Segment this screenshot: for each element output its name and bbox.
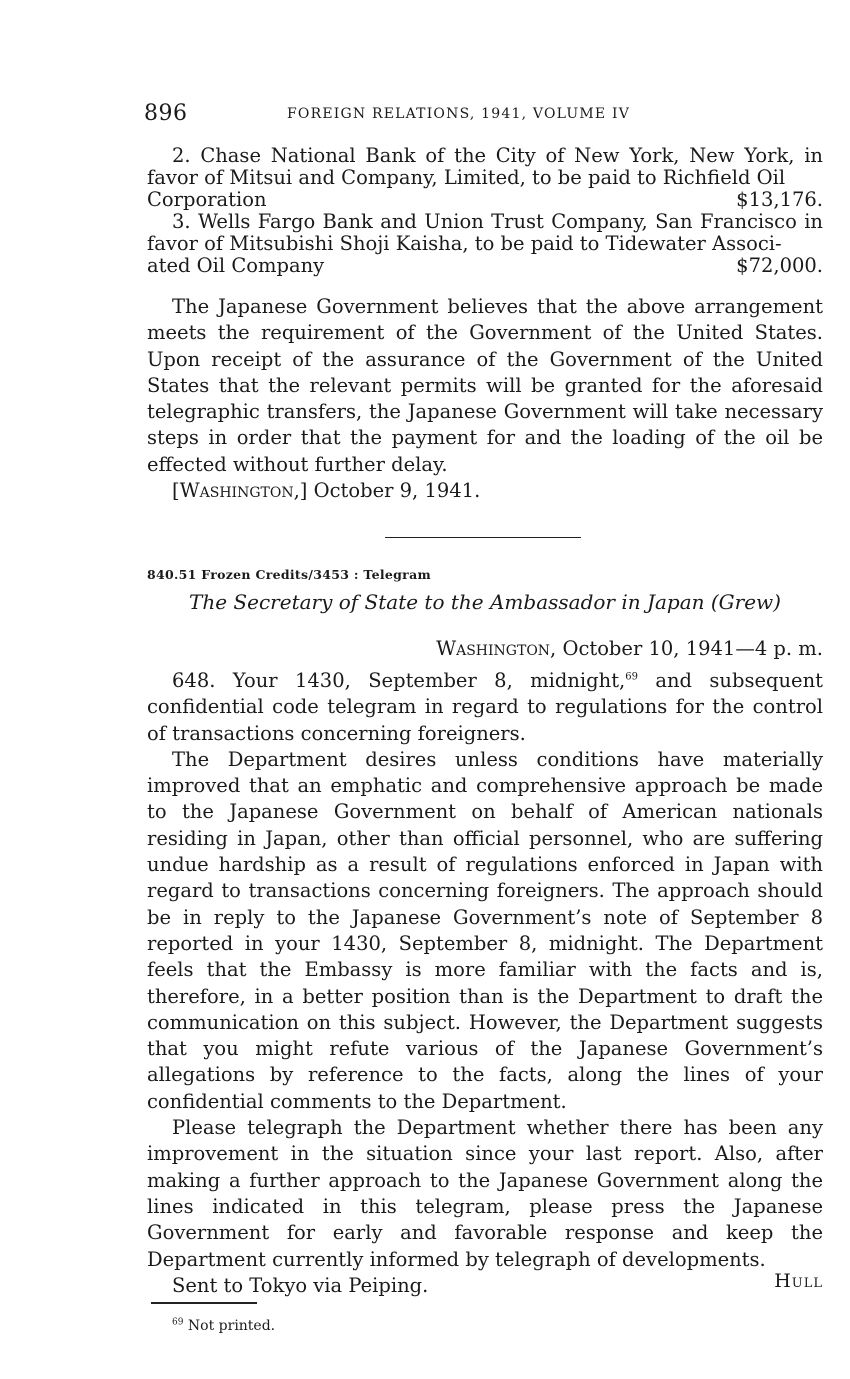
file-reference: 840.51 Frozen Credits/3453 : Telegram bbox=[147, 567, 431, 582]
footnote-number: 69 bbox=[172, 1317, 184, 1328]
list-item-text: 3. Wells Fargo Bank and Union Trust Company, San Francisco in favor of Mitsubishi Shoji Kaisha, to be paid to Tidewater Associ- bbox=[147, 210, 823, 255]
telegram-dateline-time: October 10, 1941—4 p. m. bbox=[562, 637, 823, 660]
list-item bbox=[147, 145, 823, 211]
note-dateline-place: [Washington,] bbox=[172, 479, 308, 503]
list-item-amount: $13,176. bbox=[736, 188, 823, 211]
footnote-text: Not printed. bbox=[187, 1318, 276, 1334]
note-dateline-date: October 9, 1941. bbox=[313, 479, 481, 503]
page-header bbox=[144, 101, 823, 131]
note-body bbox=[147, 294, 823, 504]
footnote-rule bbox=[151, 1302, 257, 1304]
list-item-text: 2. Chase National Bank of the City of New York, New York, in favor of Mitsui and Company, Limited, to be paid to Richfield Oil bbox=[147, 144, 823, 189]
footnote bbox=[172, 1318, 275, 1334]
list-item-payee: Corporation bbox=[147, 188, 267, 211]
footnote-reference: 69 bbox=[625, 671, 638, 683]
note-paragraph: The Japanese Government believes that the above arrangement meets the requirement of the Government of the United States. Upon receipt of the assurance of the Government of the United States that the relevant permits will be granted for the aforesaid telegraphic transfers, the Japanese Government will take necessary steps in order that the payment for and the loading of the oil be effected without further delay. bbox=[147, 295, 823, 476]
page-number: 896 bbox=[144, 101, 188, 126]
note-dateline bbox=[147, 478, 823, 504]
telegram-paragraph: Please telegraph the Department whether there has been any improvement in the situation since your last report. Also, after making a further approach to the Japanese Government along the lines indicated in this telegram, please press the Japanese Government for early and favorable response and keep the Department currently informed by telegraph of developments. bbox=[147, 1116, 823, 1271]
paragraph-text: 648. Your 1430, September 8, midnight, bbox=[172, 669, 626, 692]
telegram-paragraph: Sent to Tokyo via Peiping. bbox=[172, 1273, 429, 1297]
telegram-dateline bbox=[436, 637, 823, 660]
list-item-amount: $72,000. bbox=[736, 254, 823, 277]
paragraph-text: and subsequent confidential code telegram in regard to regulations for the control of transactions concerning foreigners. bbox=[147, 669, 823, 745]
list-item-payee: ated Oil Company bbox=[147, 254, 325, 277]
telegram-paragraph: The Department desires unless conditions have materially improved that an emphatic and comprehensive approach be made to the Japanese Government on behalf of American nationals residing in Japan, other than official personnel, who are suffering undue hardship as a result of regulations enforced in Japan with regard to transactions concerning foreigners. The approach should be in reply to the Japanese Government’s note of September 8 reported in your 1430, September 8, midnight. The Department feels that the Embassy is more familiar with the facts and is, therefore, in a better position than is the Department to draft the communication on this subject. However, the Department suggests that you might refute various of the Japanese Government’s allegations by reference to the facts, along the lines of your confidential comments to the Department. bbox=[147, 747, 823, 1113]
signature: Hull bbox=[774, 1270, 823, 1292]
document-title: The Secretary of State to the Ambassador in Japan (Grew) bbox=[189, 590, 781, 614]
telegram-body bbox=[147, 668, 823, 1299]
payment-list bbox=[147, 145, 823, 277]
list-item bbox=[147, 211, 823, 277]
section-divider bbox=[385, 537, 581, 538]
running-head: FOREIGN RELATIONS, 1941, VOLUME IV bbox=[287, 106, 631, 122]
telegram-dateline-place: Washington, bbox=[436, 637, 557, 660]
telegram-paragraph bbox=[147, 668, 823, 747]
